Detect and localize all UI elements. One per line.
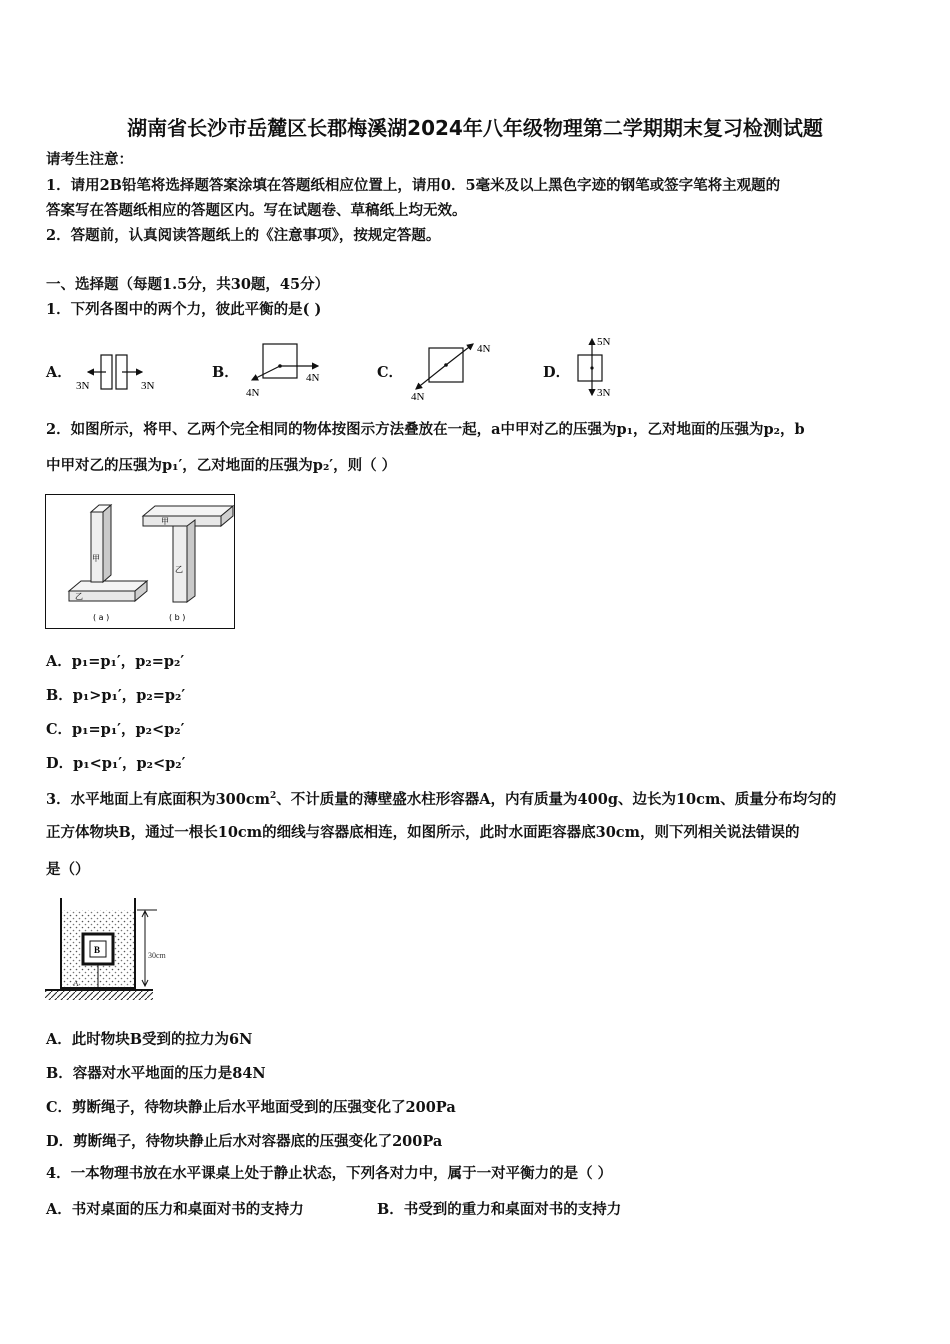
force-arrow-lower-left bbox=[416, 365, 446, 389]
q2-option-d: D．p₁<p₁′，p₂<p₂′ bbox=[46, 755, 186, 772]
box bbox=[578, 355, 602, 381]
q2-option-a: A．p₁=p₁′，p₂=p₂′ bbox=[46, 653, 185, 670]
q1-figure-b bbox=[238, 338, 338, 403]
q3-option-c: C．剪断绳子，待物块静止后水平地面受到的压强变化了200Pa bbox=[46, 1099, 456, 1116]
force-label: 4N bbox=[306, 372, 320, 384]
q1-figure-d bbox=[569, 333, 639, 401]
q4-option-a: A．书对桌面的压力和桌面对书的支持力 bbox=[46, 1201, 304, 1218]
ground bbox=[45, 990, 153, 1000]
q1-option-a-label: A． bbox=[46, 364, 72, 381]
q1-option-b-label: B． bbox=[212, 364, 239, 381]
force-label: 4N bbox=[477, 343, 491, 355]
stem-text: 3．水平地面上有底面积为300cm bbox=[46, 791, 271, 808]
question-2-stem-cont: 中甲对乙的压强为p₁′，乙对地面的压强为p₂′，则（ ） bbox=[46, 457, 397, 474]
force-arrow-upper-right bbox=[446, 344, 473, 365]
slab-top bbox=[69, 581, 147, 591]
container-label: A bbox=[73, 979, 79, 988]
q1-figure-a bbox=[72, 345, 167, 395]
question-2-stem: 2．如图所示，将甲、乙两个完全相同的物体按图示方法叠放在一起，a中甲对乙的压强为p₁，乙对地面的压强为p₂，b bbox=[46, 421, 805, 438]
notice-heading: 请考生注意： bbox=[46, 151, 133, 168]
caption-a: ( a ) bbox=[93, 613, 110, 622]
q2-option-b: B．p₁>p₁′，p₂=p₂′ bbox=[46, 687, 186, 704]
standing-block-side bbox=[187, 520, 195, 602]
q2-figure bbox=[45, 494, 235, 629]
standing-block-side bbox=[103, 505, 111, 582]
page-title: 湖南省长沙市岳麓区长郡梅溪湖2024年八年级物理第二学期期末复习检测试题 bbox=[127, 116, 823, 140]
label-yi: 乙 bbox=[75, 592, 83, 601]
label-jia: 甲 bbox=[161, 517, 169, 526]
label-jia: 甲 bbox=[92, 554, 100, 563]
question-1-stem: 1．下列各图中的两个力，彼此平衡的是( ) bbox=[46, 301, 322, 318]
block-label: B bbox=[94, 945, 101, 955]
q1-option-c-label: C． bbox=[377, 364, 404, 381]
notice-item-1-cont: 答案写在答题纸相应的答题区内。写在试题卷、草稿纸上均无效。 bbox=[46, 202, 467, 219]
q2-option-c: C．p₁=p₁′，p₂<p₂′ bbox=[46, 721, 185, 738]
superscript: 2 bbox=[270, 791, 277, 801]
force-label: 4N bbox=[246, 387, 260, 399]
stem-text: 、不计质量的薄壁盛水柱形容器A，内有质量为400g、边长为10cm、质量分布均匀的 bbox=[276, 791, 837, 808]
label-yi: 乙 bbox=[175, 565, 183, 574]
standing-block-front bbox=[173, 526, 187, 602]
q3-option-a: A．此时物块B受到的拉力为6N bbox=[46, 1031, 253, 1048]
box bbox=[263, 344, 297, 378]
q1-option-d-label: D． bbox=[543, 364, 571, 381]
notice-item-1: 1．请用2B铅笔将选择题答案涂填在答题纸相应位置上，请用0．5毫米及以上黑色字迹的钢笔或签字笔将主观题的 bbox=[46, 177, 781, 194]
slab-top bbox=[143, 506, 233, 516]
section-heading: 一、选择题（每题1.5分，共30题，45分） bbox=[46, 276, 330, 293]
caption-b: ( b ) bbox=[169, 613, 186, 622]
force-label: 4N bbox=[411, 391, 425, 403]
force-label: 3N bbox=[76, 380, 90, 392]
force-label: 3N bbox=[141, 380, 155, 392]
force-label: 5N bbox=[597, 336, 611, 348]
notice-item-2: 2．答题前，认真阅读答题纸上的《注意事项》，按规定答题。 bbox=[46, 227, 441, 244]
slab-front bbox=[143, 516, 221, 526]
q1-figure-c bbox=[403, 338, 503, 403]
question-3-stem-end: 是（） bbox=[46, 861, 90, 878]
force-label: 3N bbox=[597, 387, 611, 399]
question-3-stem bbox=[46, 786, 836, 810]
q3-option-d: D．剪断绳子，待物块静止后水对容器底的压强变化了200Pa bbox=[46, 1133, 443, 1150]
q4-option-b: B．书受到的重力和桌面对书的支持力 bbox=[377, 1201, 622, 1218]
standing-block-front bbox=[91, 512, 103, 582]
height-label: 30cm bbox=[148, 951, 166, 960]
question-4-stem: 4．一本物理书放在水平课桌上处于静止状态，下列各对力中，属于一对平衡力的是（ ） bbox=[46, 1165, 613, 1182]
q3-option-b: B．容器对水平地面的压力是84N bbox=[46, 1065, 266, 1082]
question-3-stem-cont: 正方体物块B，通过一根长10cm的细线与容器底相连，如图所示，此时水面距容器底30cm，则下列相关说法错误的 bbox=[46, 824, 800, 841]
q3-figure bbox=[45, 890, 185, 1008]
